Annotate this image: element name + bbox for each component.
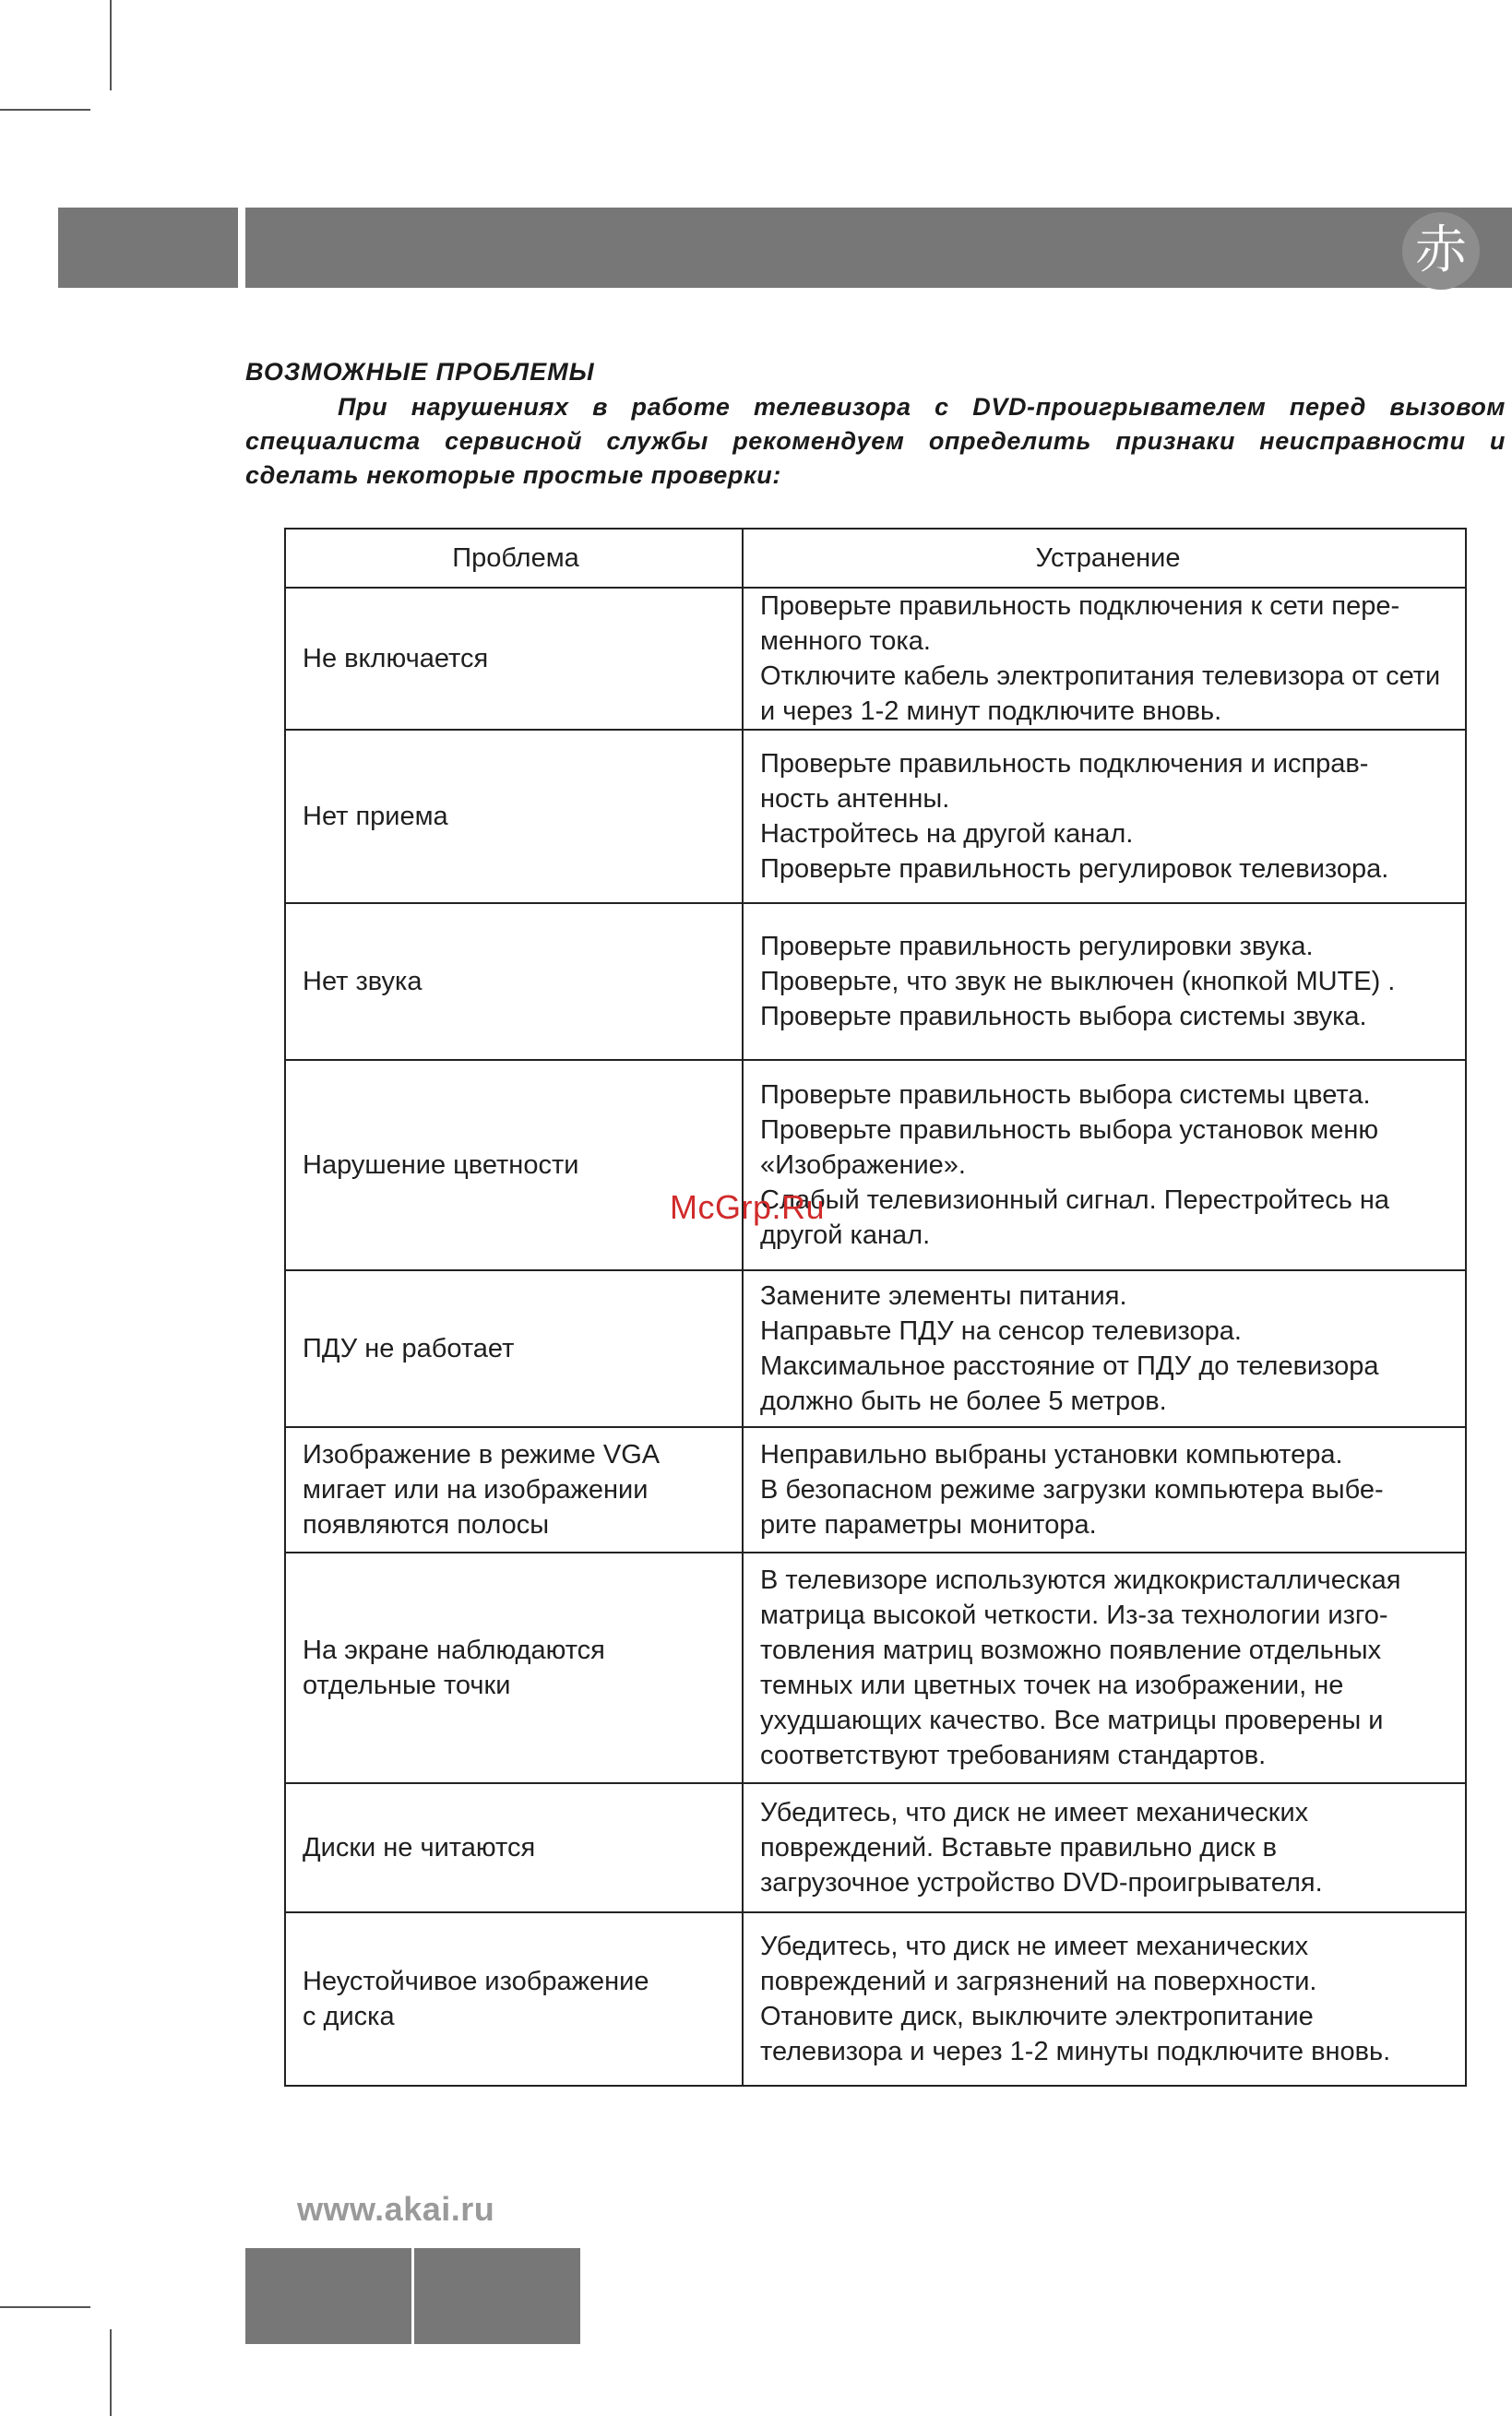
- website-url: www.akai.ru: [297, 2190, 495, 2228]
- header-bar-main: [245, 208, 1512, 288]
- problem-line: мигает или на изображении: [303, 1475, 649, 1505]
- footer-box-right: [414, 2248, 580, 2344]
- footer-box-left: [245, 2248, 411, 2344]
- solution-line: ность антенны.: [760, 784, 950, 814]
- solution-line: соответствуют требованиям стандартов.: [760, 1741, 1267, 1770]
- problem-cell: [285, 1060, 743, 1270]
- problem-cell: [285, 1270, 743, 1427]
- problem-cell: [285, 588, 743, 730]
- header-bar-left: [58, 208, 238, 288]
- problem-line: отдельные точки: [303, 1671, 511, 1700]
- solution-line: должно быть не более 5 метров.: [760, 1387, 1167, 1416]
- crop-mark-bottom-vertical: [110, 2329, 112, 2416]
- table-body: [285, 588, 1466, 2086]
- problem-cell: [285, 1912, 743, 2086]
- table-header-row: [285, 529, 1466, 588]
- problem-cell: [285, 1783, 743, 1912]
- problem-line: с диска: [303, 2002, 395, 2031]
- problem-line: появляются полосы: [303, 1510, 550, 1540]
- solution-line: Проверьте правильность подключения к сети пере-: [760, 591, 1400, 621]
- solution-line: В телевизоре используются жидкокристаллическая: [760, 1565, 1401, 1595]
- solution-line: Проверьте правильность выбора системы цвета.: [760, 1080, 1371, 1110]
- solution-line: повреждений и загрязнений на поверхности.: [760, 1967, 1317, 1996]
- solution-cell: [743, 1912, 1466, 2086]
- solution-line: рите параметры монитора.: [760, 1510, 1097, 1540]
- problem-line: Нет приема: [303, 802, 448, 831]
- solution-line: Убедитесь, что диск не имеет механических: [760, 1798, 1309, 1827]
- crop-mark-bottom-horizontal: [0, 2306, 90, 2308]
- problem-line: Неустойчивое изображение: [303, 1967, 649, 1996]
- table-row: [285, 1783, 1466, 1912]
- table-row: [285, 1912, 1466, 2086]
- table-row: [285, 1553, 1466, 1783]
- intro-text: При нарушениях в работе телевизора с DVD-проигрывателем перед вызовом специалиста сервисной службы рекомендуем определить признаки неисправности и сделать некоторые простые проверки:: [245, 393, 1506, 489]
- problem-line: Изображение в режиме VGA: [303, 1440, 661, 1470]
- solution-line: Слабый телевизионный сигнал. Перестройтесь на: [760, 1185, 1390, 1215]
- solution-line: товления матриц возможно появление отдельных: [760, 1636, 1382, 1665]
- solution-line: Проверьте правильность выбора установок меню: [760, 1115, 1379, 1145]
- solution-line: ухудшающих качество. Все матрицы проверены и: [760, 1706, 1384, 1735]
- solution-line: Отключите кабель электропитания телевизора от сети: [760, 661, 1441, 691]
- solution-line: Проверьте правильность регулировок телевизора.: [760, 854, 1389, 884]
- table-row: [285, 1270, 1466, 1427]
- problem-line: Диски не читаются: [303, 1833, 536, 1863]
- problem-line: ПДУ не работает: [303, 1334, 515, 1363]
- solution-line: матрица высокой четкости. Из-за технологии изго-: [760, 1601, 1388, 1630]
- solution-line: менного тока.: [760, 626, 931, 656]
- table-row: [285, 1427, 1466, 1553]
- solution-line: телевизора и через 1-2 минуты подключите вновь.: [760, 2037, 1391, 2066]
- problem-cell: [285, 1553, 743, 1783]
- solution-cell: [743, 1060, 1466, 1270]
- solution-line: и через 1-2 минут подключите вновь.: [760, 696, 1222, 726]
- watermark: McGrp.Ru: [670, 1188, 826, 1226]
- solution-line: загрузочное устройство DVD-проигрывателя.: [760, 1868, 1323, 1898]
- solution-line: Настройтесь на другой канал.: [760, 819, 1134, 849]
- solution-line: Проверьте, что звук не выключен (кнопкой MUTE) .: [760, 967, 1396, 996]
- table-row: [285, 1060, 1466, 1270]
- problem-line: Нет звука: [303, 967, 423, 996]
- table-row: [285, 730, 1466, 903]
- solution-line: Проверьте правильность регулировки звука.: [760, 932, 1314, 961]
- solution-line: Проверьте правильность выбора системы звука.: [760, 1002, 1367, 1031]
- problem-line: Нарушение цветности: [303, 1150, 579, 1180]
- problem-cell: [285, 1427, 743, 1553]
- solution-line: повреждений. Вставьте правильно диск в: [760, 1833, 1278, 1863]
- solution-line: Неправильно выбраны установки компьютера.: [760, 1440, 1343, 1470]
- solution-line: Замените элементы питания.: [760, 1281, 1127, 1311]
- brand-logo-icon: 赤: [1402, 212, 1480, 290]
- crop-mark-top-vertical: [110, 0, 112, 90]
- crop-mark-top-horizontal: [0, 109, 90, 111]
- table-row: [285, 588, 1466, 730]
- header-problem: Проблема: [285, 529, 743, 588]
- solution-line: Убедитесь, что диск не имеет механических: [760, 1932, 1309, 1961]
- header-solution: Устранение: [743, 529, 1466, 588]
- solution-line: В безопасном режиме загрузки компьютера выбе-: [760, 1475, 1384, 1505]
- problem-line: На экране наблюдаются: [303, 1636, 605, 1665]
- solution-cell: [743, 730, 1466, 903]
- solution-cell: [743, 1553, 1466, 1783]
- solution-line: темных или цветных точек на изображении, не: [760, 1671, 1344, 1700]
- solution-line: Максимальное расстояние от ПДУ до телевизора: [760, 1351, 1379, 1381]
- table-row: [285, 903, 1466, 1060]
- problem-line: Не включается: [303, 644, 489, 673]
- page-title: ВОЗМОЖНЫЕ ПРОБЛЕМЫ: [245, 358, 595, 386]
- problem-cell: [285, 903, 743, 1060]
- solution-line: Проверьте правильность подключения и исправ-: [760, 749, 1369, 779]
- solution-cell: [743, 1427, 1466, 1553]
- troubleshooting-table: [284, 528, 1467, 2087]
- solution-cell: [743, 588, 1466, 730]
- solution-cell: [743, 1783, 1466, 1912]
- solution-cell: [743, 903, 1466, 1060]
- solution-cell: [743, 1270, 1466, 1427]
- solution-line: «Изображение».: [760, 1150, 966, 1180]
- problem-cell: [285, 730, 743, 903]
- solution-line: Направьте ПДУ на сенсор телевизора.: [760, 1316, 1242, 1346]
- solution-line: другой канал.: [760, 1220, 931, 1250]
- solution-line: Отановите диск, выключите электропитание: [760, 2002, 1314, 2031]
- intro-paragraph: [245, 390, 1506, 493]
